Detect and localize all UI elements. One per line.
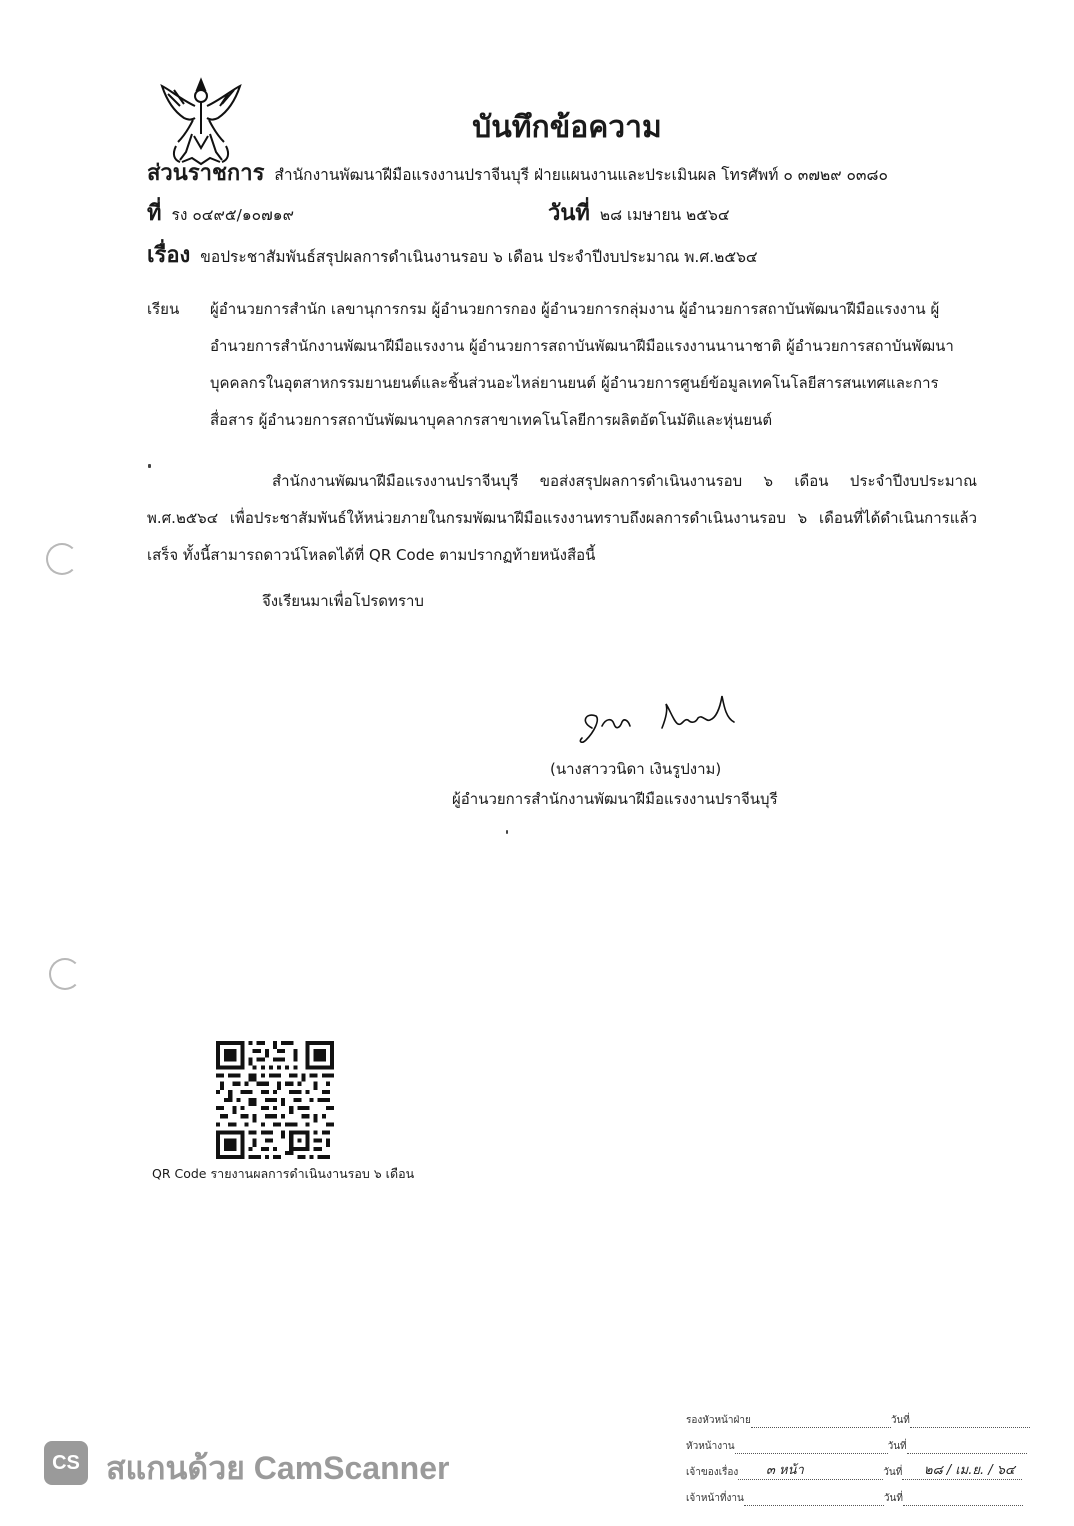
agency-value: สำนักงานพัฒนาฝีมือแรงงานปราจีนบุรี ฝ่ายแผนงานและประเมินผล โทรศัพท์ ๐ ๓๗๒๙ ๐๓๘๐ (274, 166, 888, 184)
camscanner-logo-icon: CS (44, 1441, 88, 1485)
signer-name: (นางสาววนิดา เงินรูปงาม) (550, 760, 722, 778)
stamp-date-label: วันที่ (890, 1415, 910, 1426)
to-label: เรียน (147, 300, 180, 318)
stamp-row (686, 1486, 1056, 1512)
stamp-date-label: วันที่ (883, 1493, 903, 1504)
stamp-date-label: วันที่ (883, 1467, 903, 1478)
body-paragraph: สำนักงานพัฒนาฝีมือแรงงานปราจีนบุรี ขอส่งสรุปผลการดำเนินงานรอบ ๖ เดือน ประจำปีงบประมาณ พ.ศ.๒๕๖๔ เพื่อประชาสัมพันธ์ให้หน่วยภายในกรมพัฒนาฝีมือแรงงานทราบถึงผลการดำเนินงานรอบ ๖ เดือนที่ได้ดำเนินการแล้วเสร็จ ทั้งนี้สามารถดาวน์โหลดได้ที่ QR Code ตามปรากฏท้ายหนังสือนี้ (147, 472, 977, 564)
stamp-date-label: วันที่ (887, 1441, 907, 1452)
scan-speck (506, 830, 508, 834)
routing-stamp (686, 1408, 1056, 1512)
signer-position: ผู้อำนวยการสำนักงานพัฒนาฝีมือแรงงานปราจีนบุรี (452, 790, 778, 808)
stamp-row (686, 1408, 1056, 1434)
reference-label: ที่ (147, 201, 162, 226)
subject-row (147, 243, 758, 270)
to-recipients: ผู้อำนวยการสำนัก เลขานุการกรม ผู้อำนวยการกอง ผู้อำนวยการกลุ่มงาน ผู้อำนวยการสถาบันพัฒนาฝีมือแรงงาน ผู้อำนวยการสำนักงานพัฒนาฝีมือแรงงาน ผู้อำนวยการสถาบันพัฒนาฝีมือแรงงานนานาชาติ ผู้อำนวยการสถาบันพัฒนาบุคคลกรในอุตสาหกรรมยานยนต์และชิ้นส่วนอะไหล่ยานยนต์ ผู้อำนวยการศูนย์ข้อมูลเทคโนโลยีสารสนเทศและการสื่อสาร ผู้อำนวยการสถาบันพัฒนาบุคลากรสาขาเทคโนโลยีการผลิตอัตโนมัติและหุ่นยนต์ (210, 300, 954, 429)
punch-hole (46, 543, 78, 575)
stamp-row (686, 1460, 1056, 1486)
stamp-row-label: เจ้าของเรื่อง (686, 1467, 739, 1478)
closing-line: จึงเรียนมาเพื่อโปรดทราบ (262, 592, 424, 610)
reference-value: รง ๐๔๙๕/๑๐๗๑๙ (171, 206, 294, 224)
subject-label: เรื่อง (147, 243, 191, 268)
memo-title: บันทึกข้อความ (472, 110, 662, 145)
agency-row (147, 161, 888, 188)
qr-caption: QR Code รายงานผลการดำเนินงานรอบ ๖ เดือน (152, 1166, 415, 1181)
date-row (548, 201, 730, 228)
punch-hole (49, 958, 81, 990)
stamp-row-label: หัวหน้างาน (686, 1441, 735, 1452)
stamp-handwritten-pages: ๓ หน้า (766, 1463, 804, 1478)
stamp-row-label: เจ้าหน้าที่งาน (686, 1493, 744, 1504)
stamp-handwritten-date: ๒๘ / เม.ย. / ๖๔ (924, 1463, 1015, 1478)
stamp-row-label: รองหัวหน้าฝ่าย (686, 1415, 751, 1426)
reference-row (147, 201, 294, 228)
qr-code-icon (216, 1041, 334, 1159)
signature (570, 688, 750, 748)
date-value: ๒๘ เมษายน ๒๕๖๔ (599, 206, 730, 224)
camscanner-watermark: สแกนด้วย CamScanner (106, 1450, 450, 1486)
agency-label: ส่วนราชการ (147, 161, 265, 186)
subject-value: ขอประชาสัมพันธ์สรุปผลการดำเนินงานรอบ ๖ เดือน ประจำปีงบประมาณ พ.ศ.๒๕๖๔ (200, 248, 758, 266)
date-label: วันที่ (548, 201, 590, 226)
stamp-row (686, 1434, 1056, 1460)
